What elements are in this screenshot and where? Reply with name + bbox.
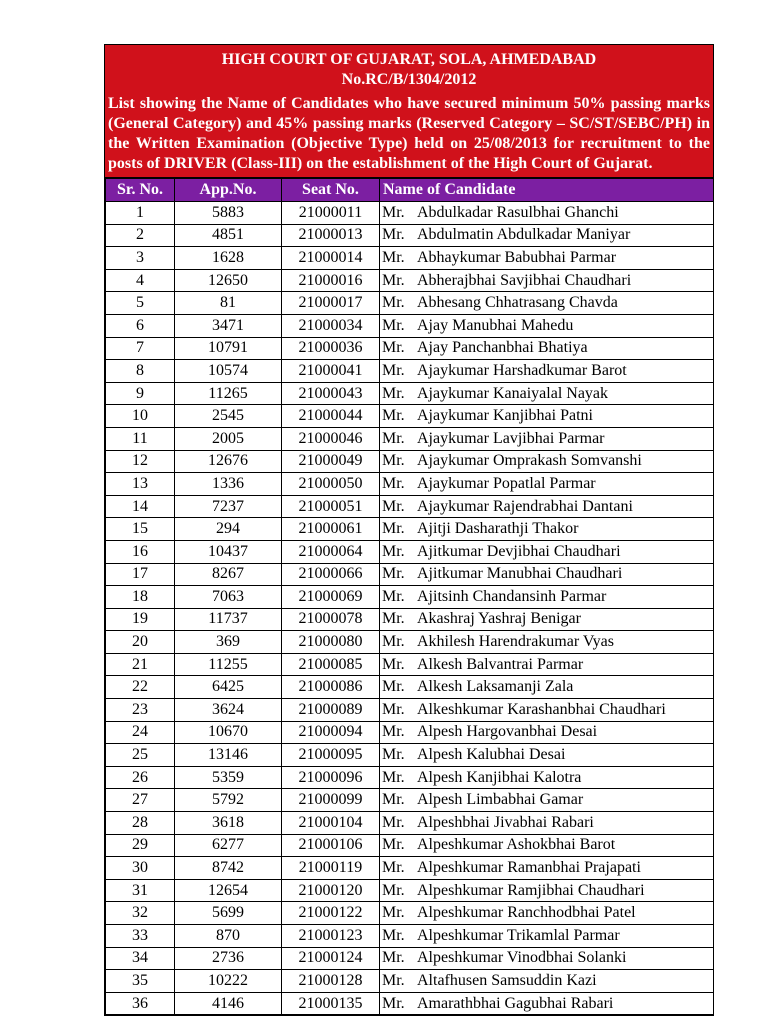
sr-no-cell: 19 — [106, 608, 175, 631]
candidate-name-cell — [380, 812, 714, 835]
sr-no-cell: 13 — [106, 473, 175, 496]
sr-no-cell: 10 — [106, 405, 175, 428]
sr-no-cell: 5 — [106, 292, 175, 315]
sr-no-cell: 16 — [106, 540, 175, 563]
app-no-cell: 12650 — [175, 269, 282, 292]
seat-no-cell: 21000128 — [282, 970, 380, 993]
seat-no-cell: 21000104 — [282, 812, 380, 835]
seat-no-cell: 21000050 — [282, 473, 380, 496]
col-header-seat-no: Seat No. — [282, 179, 380, 202]
sr-no-cell: 30 — [106, 857, 175, 880]
candidate-name-cell — [380, 608, 714, 631]
seat-no-cell: 21000089 — [282, 699, 380, 722]
salutation: Mr. — [382, 248, 405, 266]
table-row — [106, 405, 714, 428]
app-no-cell: 1628 — [175, 247, 282, 270]
sr-no-cell: 27 — [106, 789, 175, 812]
salutation: Mr. — [382, 497, 405, 515]
app-no-cell: 369 — [175, 631, 282, 654]
app-no-cell: 5792 — [175, 789, 282, 812]
app-no-cell: 5359 — [175, 766, 282, 789]
app-no-cell: 10670 — [175, 721, 282, 744]
candidate-name: Ajaykumar Lavjibhai Parmar — [417, 429, 605, 447]
candidate-name-cell — [380, 879, 714, 902]
list-description: List showing the Name of Candidates who have secured minimum 50% passing marks (General Category) and 45% passing marks (Reserved Category – SC/ST/SEBC/PH) in the Written Examination (Objective Type) held on 25/08/2013 for recruitment to the posts of DRIVER (Class-III) on the establishment of the High Court of Gujarat. — [108, 95, 710, 172]
table-row — [106, 314, 714, 337]
seat-no-cell: 21000085 — [282, 653, 380, 676]
salutation: Mr. — [382, 836, 405, 854]
salutation: Mr. — [382, 971, 405, 989]
candidate-name: Ajaykumar Harshadkumar Barot — [417, 361, 627, 379]
app-no-cell: 3618 — [175, 812, 282, 835]
candidates-table — [105, 178, 714, 1015]
candidate-name: Ajaykumar Omprakash Somvanshi — [417, 452, 642, 470]
seat-no-cell: 21000044 — [282, 405, 380, 428]
candidate-name: Abhesang Chhatrasang Chavda — [417, 294, 618, 312]
app-no-cell: 4146 — [175, 992, 282, 1015]
candidate-name-cell — [380, 631, 714, 654]
candidate-name-cell — [380, 563, 714, 586]
seat-no-cell: 21000080 — [282, 631, 380, 654]
candidate-name: Alkesh Balvantrai Parmar — [417, 655, 584, 673]
salutation: Mr. — [382, 294, 405, 312]
salutation: Mr. — [382, 587, 405, 605]
app-no-cell: 10222 — [175, 970, 282, 993]
table-row — [106, 631, 714, 654]
salutation: Mr. — [382, 474, 405, 492]
candidate-name: Alkesh Laksamanji Zala — [417, 678, 574, 696]
salutation: Mr. — [382, 768, 405, 786]
table-row — [106, 834, 714, 857]
candidate-name: Ajaykumar Kanaiyalal Nayak — [417, 384, 609, 402]
sr-no-cell: 2 — [106, 224, 175, 247]
app-no-cell: 3624 — [175, 699, 282, 722]
sr-no-cell: 35 — [106, 970, 175, 993]
candidate-name-cell — [380, 992, 714, 1015]
candidate-name-cell — [380, 834, 714, 857]
candidate-name-cell — [380, 427, 714, 450]
candidate-name: Ajay Panchanbhai Bhatiya — [417, 339, 588, 357]
seat-no-cell: 21000078 — [282, 608, 380, 631]
sr-no-cell: 17 — [106, 563, 175, 586]
candidate-name-cell — [380, 744, 714, 767]
candidate-name: Akhilesh Harendrakumar Vyas — [417, 633, 614, 651]
candidate-name: Ajitsinh Chandansinh Parmar — [417, 587, 607, 605]
sr-no-cell: 18 — [106, 586, 175, 609]
salutation: Mr. — [382, 926, 405, 944]
salutation: Mr. — [382, 859, 405, 877]
table-row — [106, 473, 714, 496]
salutation: Mr. — [382, 813, 405, 831]
sr-no-cell: 3 — [106, 247, 175, 270]
table-row — [106, 744, 714, 767]
table-row — [106, 224, 714, 247]
candidate-name-cell — [380, 269, 714, 292]
salutation: Mr. — [382, 407, 405, 425]
table-row — [106, 202, 714, 225]
candidate-name-cell — [380, 789, 714, 812]
table-row — [106, 540, 714, 563]
app-no-cell: 2736 — [175, 947, 282, 970]
sr-no-cell: 11 — [106, 427, 175, 450]
sr-no-cell: 28 — [106, 812, 175, 835]
table-row — [106, 563, 714, 586]
sr-no-cell: 32 — [106, 902, 175, 925]
app-no-cell: 10791 — [175, 337, 282, 360]
app-no-cell: 2005 — [175, 427, 282, 450]
seat-no-cell: 21000013 — [282, 224, 380, 247]
seat-no-cell: 21000051 — [282, 495, 380, 518]
sr-no-cell: 24 — [106, 721, 175, 744]
candidate-name-cell — [380, 473, 714, 496]
candidate-name-cell — [380, 360, 714, 383]
app-no-cell: 2545 — [175, 405, 282, 428]
seat-no-cell: 21000049 — [282, 450, 380, 473]
seat-no-cell: 21000135 — [282, 992, 380, 1015]
candidate-name: Alpeshkumar Ramanbhai Prajapati — [417, 859, 641, 877]
seat-no-cell: 21000096 — [282, 766, 380, 789]
col-header-app-no: App.No. — [175, 179, 282, 202]
seat-no-cell: 21000064 — [282, 540, 380, 563]
candidate-name: Akashraj Yashraj Benigar — [417, 610, 581, 628]
candidate-name-cell — [380, 653, 714, 676]
candidate-name: Alpesh Kalubhai Desai — [417, 746, 566, 764]
salutation: Mr. — [382, 361, 405, 379]
candidate-name: Alpesh Limbabhai Gamar — [417, 791, 584, 809]
table-row — [106, 586, 714, 609]
candidate-name: Abdulmatin Abdulkadar Maniyar — [417, 226, 631, 244]
sr-no-cell: 7 — [106, 337, 175, 360]
candidate-name: Ajitkumar Manubhai Chaudhari — [417, 565, 623, 583]
table-row — [106, 857, 714, 880]
seat-no-cell: 21000061 — [282, 518, 380, 541]
sr-no-cell: 20 — [106, 631, 175, 654]
candidate-name: Ajitkumar Devjibhai Chaudhari — [417, 542, 621, 560]
sr-no-cell: 26 — [106, 766, 175, 789]
app-no-cell: 11737 — [175, 608, 282, 631]
app-no-cell: 8742 — [175, 857, 282, 880]
sr-no-cell: 21 — [106, 653, 175, 676]
candidate-name: Alpeshkumar Ramjibhai Chaudhari — [417, 881, 645, 899]
table-row — [106, 925, 714, 948]
seat-no-cell: 21000041 — [282, 360, 380, 383]
app-no-cell: 12676 — [175, 450, 282, 473]
candidate-name-cell — [380, 382, 714, 405]
candidate-name-cell — [380, 450, 714, 473]
table-row — [106, 495, 714, 518]
seat-no-cell: 21000011 — [282, 202, 380, 225]
court-title: HIGH COURT OF GUJARAT, SOLA, AHMEDABAD — [221, 51, 597, 68]
table-row — [106, 721, 714, 744]
seat-no-cell: 21000014 — [282, 247, 380, 270]
candidate-name: Ajay Manubhai Mahedu — [417, 316, 574, 334]
app-no-cell: 6425 — [175, 676, 282, 699]
seat-no-cell: 21000124 — [282, 947, 380, 970]
seat-no-cell: 21000034 — [282, 314, 380, 337]
sr-no-cell: 22 — [106, 676, 175, 699]
candidate-name: Alpeshkumar Vinodbhai Solanki — [417, 949, 627, 967]
candidate-name-cell — [380, 247, 714, 270]
seat-no-cell: 21000066 — [282, 563, 380, 586]
app-no-cell: 5883 — [175, 202, 282, 225]
candidate-name-cell — [380, 970, 714, 993]
sr-no-cell: 33 — [106, 925, 175, 948]
candidate-name-cell — [380, 337, 714, 360]
candidate-name-cell — [380, 292, 714, 315]
candidate-name: Alpesh Hargovanbhai Desai — [417, 723, 598, 741]
candidate-name-cell — [380, 766, 714, 789]
salutation: Mr. — [382, 904, 405, 922]
seat-no-cell: 21000120 — [282, 879, 380, 902]
salutation: Mr. — [382, 949, 405, 967]
candidate-name-cell — [380, 947, 714, 970]
table-row — [106, 269, 714, 292]
seat-no-cell: 21000086 — [282, 676, 380, 699]
candidate-name-cell — [380, 857, 714, 880]
salutation: Mr. — [382, 655, 405, 673]
seat-no-cell: 21000036 — [282, 337, 380, 360]
app-no-cell: 13146 — [175, 744, 282, 767]
salutation: Mr. — [382, 746, 405, 764]
table-row — [106, 812, 714, 835]
seat-no-cell: 21000099 — [282, 789, 380, 812]
table-row — [106, 766, 714, 789]
app-no-cell: 12654 — [175, 879, 282, 902]
salutation: Mr. — [382, 226, 405, 244]
table-row — [106, 676, 714, 699]
sr-no-cell: 15 — [106, 518, 175, 541]
table-row — [106, 970, 714, 993]
candidate-name-cell — [380, 902, 714, 925]
salutation: Mr. — [382, 339, 405, 357]
candidate-name: Alpeshkumar Ashokbhai Barot — [417, 836, 616, 854]
candidate-name-cell — [380, 699, 714, 722]
salutation: Mr. — [382, 678, 405, 696]
sr-no-cell: 4 — [106, 269, 175, 292]
table-row — [106, 337, 714, 360]
col-header-sr-no: Sr. No. — [106, 179, 175, 202]
candidate-name-cell — [380, 224, 714, 247]
col-header-candidate-name: Name of Candidate — [380, 179, 714, 202]
candidate-name: Abdulkadar Rasulbhai Ghanchi — [417, 203, 619, 221]
candidate-name: Alpesh Kanjibhai Kalotra — [417, 768, 582, 786]
table-row — [106, 382, 714, 405]
salutation: Mr. — [382, 384, 405, 402]
salutation: Mr. — [382, 452, 405, 470]
candidate-name-cell — [380, 925, 714, 948]
seat-no-cell: 21000043 — [282, 382, 380, 405]
table-row — [106, 699, 714, 722]
salutation: Mr. — [382, 723, 405, 741]
seat-no-cell: 21000094 — [282, 721, 380, 744]
sr-no-cell: 31 — [106, 879, 175, 902]
candidate-name: Ajitji Dasharathji Thakor — [417, 520, 579, 538]
candidate-name-cell — [380, 540, 714, 563]
sr-no-cell: 14 — [106, 495, 175, 518]
reference-number: No.RC/B/1304/2012 — [341, 71, 477, 88]
app-no-cell: 4851 — [175, 224, 282, 247]
seat-no-cell: 21000123 — [282, 925, 380, 948]
salutation: Mr. — [382, 203, 405, 221]
sr-no-cell: 9 — [106, 382, 175, 405]
table-row — [106, 427, 714, 450]
candidate-name-cell — [380, 586, 714, 609]
app-no-cell: 1336 — [175, 473, 282, 496]
table-row — [106, 947, 714, 970]
candidate-name: Abherajbhai Savjibhai Chaudhari — [417, 271, 632, 289]
candidate-list-sheet — [104, 44, 714, 1016]
salutation: Mr. — [382, 565, 405, 583]
candidate-name: Altafhusen Samsuddin Kazi — [417, 971, 597, 989]
app-no-cell: 6277 — [175, 834, 282, 857]
candidate-name-cell — [380, 314, 714, 337]
salutation: Mr. — [382, 633, 405, 651]
salutation: Mr. — [382, 271, 405, 289]
candidate-name-cell — [380, 405, 714, 428]
app-no-cell: 7237 — [175, 495, 282, 518]
app-no-cell: 5699 — [175, 902, 282, 925]
sr-no-cell: 36 — [106, 992, 175, 1015]
app-no-cell: 10437 — [175, 540, 282, 563]
salutation: Mr. — [382, 542, 405, 560]
column-header-row — [106, 179, 714, 202]
seat-no-cell: 21000046 — [282, 427, 380, 450]
candidate-name: Abhaykumar Babubhai Parmar — [417, 248, 617, 266]
sr-no-cell: 12 — [106, 450, 175, 473]
candidate-name: Ajaykumar Popatlal Parmar — [417, 474, 596, 492]
sr-no-cell: 34 — [106, 947, 175, 970]
seat-no-cell: 21000016 — [282, 269, 380, 292]
candidate-name: Alpeshkumar Trikamlal Parmar — [417, 926, 620, 944]
app-no-cell: 11255 — [175, 653, 282, 676]
sr-no-cell: 25 — [106, 744, 175, 767]
table-row — [106, 879, 714, 902]
candidate-name: Ajaykumar Kanjibhai Patni — [417, 407, 593, 425]
table-row — [106, 653, 714, 676]
candidate-name-cell — [380, 518, 714, 541]
table-body — [106, 202, 714, 1015]
salutation: Mr. — [382, 610, 405, 628]
seat-no-cell: 21000106 — [282, 834, 380, 857]
app-no-cell: 10574 — [175, 360, 282, 383]
seat-no-cell: 21000119 — [282, 857, 380, 880]
seat-no-cell: 21000069 — [282, 586, 380, 609]
table-row — [106, 992, 714, 1015]
sr-no-cell: 29 — [106, 834, 175, 857]
candidate-name-cell — [380, 202, 714, 225]
table-row — [106, 518, 714, 541]
table-row — [106, 247, 714, 270]
app-no-cell: 7063 — [175, 586, 282, 609]
app-no-cell: 11265 — [175, 382, 282, 405]
table-row — [106, 450, 714, 473]
candidate-name: Amarathbhai Gagubhai Rabari — [417, 994, 614, 1012]
candidate-name: Alpeshbhai Jivabhai Rabari — [417, 813, 594, 831]
candidate-name-cell — [380, 676, 714, 699]
candidate-name-cell — [380, 721, 714, 744]
salutation: Mr. — [382, 700, 405, 718]
app-no-cell: 8267 — [175, 563, 282, 586]
seat-no-cell: 21000095 — [282, 744, 380, 767]
table-row — [106, 360, 714, 383]
sr-no-cell: 1 — [106, 202, 175, 225]
table-row — [106, 608, 714, 631]
sr-no-cell: 6 — [106, 314, 175, 337]
candidate-name: Ajaykumar Rajendrabhai Dantani — [417, 497, 633, 515]
salutation: Mr. — [382, 520, 405, 538]
table-row — [106, 292, 714, 315]
candidate-name-cell — [380, 495, 714, 518]
salutation: Mr. — [382, 791, 405, 809]
sr-no-cell: 8 — [106, 360, 175, 383]
app-no-cell: 870 — [175, 925, 282, 948]
salutation: Mr. — [382, 429, 405, 447]
salutation: Mr. — [382, 994, 405, 1012]
candidate-name: Alkeshkumar Karashanbhai Chaudhari — [417, 700, 666, 718]
document-header — [105, 45, 713, 178]
seat-no-cell: 21000017 — [282, 292, 380, 315]
app-no-cell: 81 — [175, 292, 282, 315]
sr-no-cell: 23 — [106, 699, 175, 722]
table-row — [106, 789, 714, 812]
table-row — [106, 902, 714, 925]
candidate-name: Alpeshkumar Ranchhodbhai Patel — [417, 904, 636, 922]
salutation: Mr. — [382, 881, 405, 899]
salutation: Mr. — [382, 316, 405, 334]
app-no-cell: 3471 — [175, 314, 282, 337]
app-no-cell: 294 — [175, 518, 282, 541]
seat-no-cell: 21000122 — [282, 902, 380, 925]
